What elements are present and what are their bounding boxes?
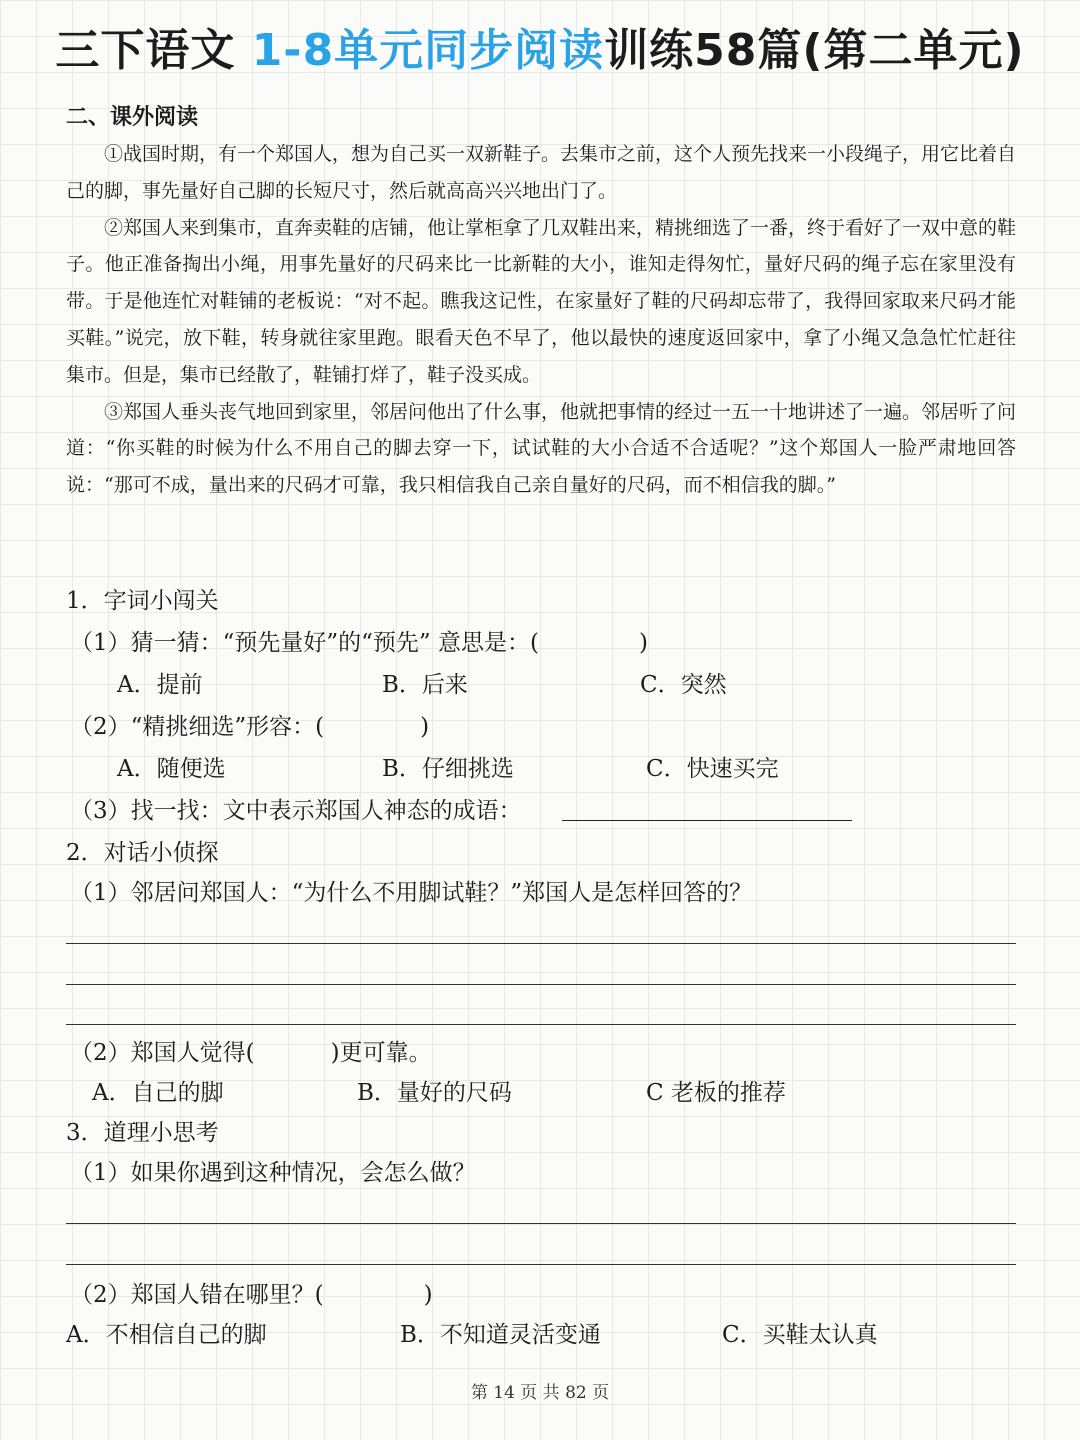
question-2-2 [70, 1034, 432, 1067]
question-3-2-prompt: （2）郑国人错在哪里？( [70, 1282, 324, 1308]
option-1-1-c[interactable]: C．突然 [640, 672, 727, 698]
option-1-2-c[interactable]: C．快速买完 [646, 756, 779, 782]
answer-underline[interactable] [562, 820, 852, 821]
option-3-2-b[interactable]: B．不知道灵活变通 [400, 1322, 601, 1348]
question-1-heading: 1．字词小闯关 [66, 588, 219, 614]
option-2-2-a[interactable]: A．自己的脚 [92, 1080, 224, 1106]
question-1-2-close: ) [420, 714, 430, 740]
question-1-2-prompt: （2）“精挑细选”形容：( [70, 714, 325, 740]
question-1-3-prompt: （3）找一找：文中表示郑国人神态的成语： [70, 798, 522, 824]
question-1-1 [70, 624, 648, 657]
option-1-1-a[interactable]: A．提前 [117, 672, 203, 698]
option-1-1-b[interactable]: B．后来 [382, 672, 468, 698]
question-2-2-prompt: （2）郑国人觉得( [70, 1040, 255, 1066]
option-1-2-b[interactable]: B．仔细挑选 [382, 756, 514, 782]
option-3-2-a[interactable]: A．不相信自己的脚 [66, 1322, 267, 1348]
option-2-2-c[interactable]: C 老板的推荐 [646, 1080, 786, 1106]
question-3-heading: 3．道理小思考 [66, 1120, 219, 1146]
question-1-2 [70, 708, 429, 741]
passage-paragraph-2: ②郑国人来到集市，直奔卖鞋的店铺，他让掌柜拿了几双鞋出来，精挑细选了一番，终于看好了一双中意的鞋子。他正准备掏出小绳，用事先量好的尺码来比一比新鞋的大小，谁知走得匆忙，量好尺码的绳子忘在家里没有带。于是他连忙对鞋铺的老板说：“对不起。瞧我这记性，在家量好了鞋的尺码却忘带了，我得回家取来尺码才能买鞋。”说完，放下鞋，转身就往家里跑。眼看天色不早了，他以最快的速度返回家中，拿了小绳又急急忙忙赶往集市。但是，集市已经散了，鞋铺打烊了，鞋子没买成。 [66, 216, 1017, 386]
title-part-1: 三下语文 [55, 25, 236, 76]
question-2-2-close: )更可靠。 [330, 1040, 432, 1066]
answer-line[interactable] [66, 1223, 1016, 1224]
page-footer: 第 14 页 共 82 页 [470, 1383, 610, 1403]
passage-paragraph-3: ③郑国人垂头丧气地回到家里，邻居问他出了什么事，他就把事情的经过一五一十地讲述了一遍。邻居听了问道：“你买鞋的时候为什么不用自己的脚去穿一下，试试鞋的大小合适不合适呢？”这个郑国人一脸严肃地回答说：“那可不成，量出来的尺码才可靠，我只相信我自己亲自量好的尺码，而不相信我的脚。” [66, 400, 1017, 497]
option-3-2-c[interactable]: C．买鞋太认真 [722, 1322, 878, 1348]
question-2-1-prompt: （1）邻居问郑国人：“为什么不用脚试鞋？”郑国人是怎样回答的？ [70, 880, 753, 906]
question-3-2-close: ) [423, 1282, 433, 1308]
answer-line[interactable] [66, 943, 1016, 944]
question-3-1-prompt: （1）如果你遇到这种情况，会怎么做？ [70, 1160, 476, 1186]
passage-paragraph-1: ①战国时期，有一个郑国人，想为自己买一双新鞋子。去集市之前，这个人预先找来一小段绳子，用它比着自己的脚，事先量好自己脚的长短尺寸，然后就高高兴兴地出门了。 [66, 143, 1017, 202]
option-2-2-b[interactable]: B．量好的尺码 [357, 1080, 512, 1106]
question-3-2 [70, 1276, 433, 1309]
title-part-2: 1-8单元同步阅读 [251, 25, 605, 76]
answer-line[interactable] [66, 984, 1016, 985]
question-1-1-prompt: （1）猜一猜：“预先量好”的“预先” 意思是：( [70, 630, 539, 656]
question-2-heading: 2．对话小侦探 [66, 840, 219, 866]
question-1-1-close: ) [638, 630, 648, 656]
answer-line[interactable] [66, 1264, 1016, 1265]
section-heading: 二、课外阅读 [66, 105, 199, 130]
option-1-2-a[interactable]: A．随便选 [117, 756, 226, 782]
title-part-3: 训练58篇(第二单元) [604, 25, 1025, 76]
answer-line[interactable] [66, 1024, 1016, 1025]
reading-passage [66, 136, 1016, 504]
page-title [0, 14, 1080, 78]
